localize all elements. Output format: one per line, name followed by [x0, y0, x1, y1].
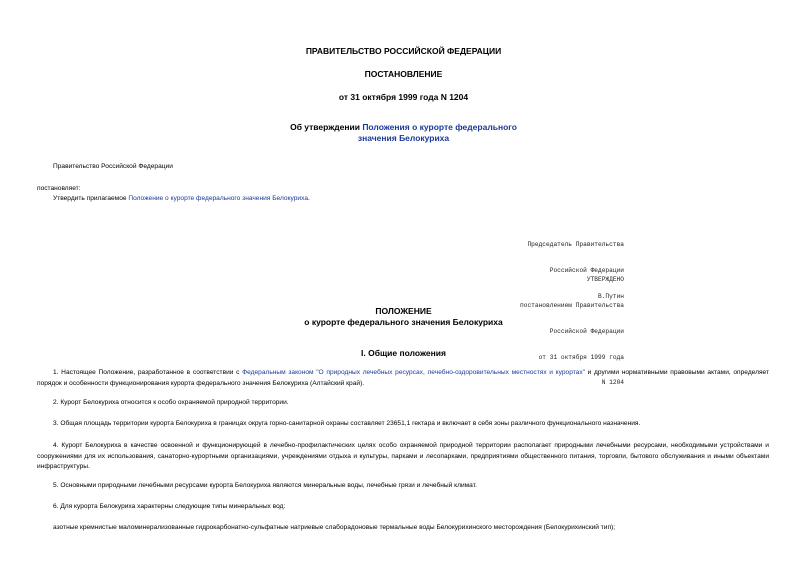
federal-law-link[interactable]: Федеральным законом "О природных лечебных ресурсах, лечебно-оздоровительных местностях и курортах": [242, 369, 585, 376]
p4-text: 4. Курорт Белокуриха в качестве освоенной и функционирующей в лечебно-профилактических целях особо охраняемой природной территории располагает природными лечебными ресурсами, необходимыми устройствами и сооружениями для их использования, санаторно-курортными организациями, учреждениями отдыха и культуры, парками и лесопарками, предприятиями общественного питания, торговли, бытового обслуживания и иными объектами инфраструктуры.: [37, 442, 769, 470]
paragraph-7: [37, 523, 769, 534]
approved-line-1: УТВЕРЖДЕНО: [586, 276, 624, 284]
document-title-line2: [0, 133, 807, 144]
approved-line-3: Российской Федерации: [549, 327, 624, 335]
decree-heading: ПОСТАНОВЛЕНИЕ: [364, 69, 443, 79]
section-heading: I. Общие положения: [361, 348, 446, 358]
government-header: ПРАВИТЕЛЬСТВО РОССИЙСКОЙ ФЕДЕРАЦИИ: [305, 46, 502, 56]
approve-suffix: .: [307, 195, 310, 202]
p2-text: 2. Курорт Белокуриха относится к особо охраняемой природной территории.: [53, 399, 289, 406]
approve-prefix: Утвердить прилагаемое: [53, 195, 129, 202]
approve-link-regulation[interactable]: Положение о курорте федерального значения Белокуриха: [128, 195, 308, 202]
p6-text: 6. Для курорта Белокуриха характерны следующие типы минеральных вод:: [53, 503, 286, 510]
paragraph-3: [37, 419, 769, 430]
paragraph-2: [37, 398, 769, 409]
p5-text: 5. Основными природными лечебными ресурсами курорта Белокуриха являются минеральные воды, лечебные грязи и лечебный климат.: [53, 482, 477, 489]
signature-line-1: Председатель Правительства: [527, 241, 624, 249]
title-link-regulation-cont[interactable]: значения Белокуриха: [357, 133, 450, 143]
signature-line-3: В.Путин: [598, 292, 624, 300]
document-title: [0, 122, 807, 133]
signature-line-2: Российской Федерации: [549, 266, 624, 274]
p1-suffix: и другими нормативными правовыми актами, определяет порядок и особенности функционирования курорта федерального значения Белокуриха (Алтайский край).: [37, 369, 769, 387]
title-prefix: Об утверждении: [290, 122, 363, 132]
regulation-title: ПОЛОЖЕНИЕ: [375, 306, 432, 316]
approved-line-4: от 31 октября 1999 года: [538, 353, 624, 361]
preamble-approve: [53, 193, 310, 204]
approved-line-2: постановлением Правительства: [520, 301, 624, 309]
title-link-regulation[interactable]: Положения о курорте федерального: [362, 122, 517, 132]
paragraph-1: [37, 368, 769, 389]
paragraph-5: [37, 481, 769, 492]
preamble-government: Правительство Российской Федерации: [53, 163, 173, 170]
p3-text: 3. Общая площадь территории курорта Белокуриха в границах округа горно-санитарной охраны составляет 23651,1 гектара и включает в себя зоны различного функционального назначения.: [53, 420, 641, 427]
preamble-decides: постановляет:: [37, 185, 81, 192]
p1-prefix: 1. Настоящее Положение, разработанное в соответствии с: [53, 369, 243, 376]
regulation-subtitle: о курорте федерального значения Белокуриха: [304, 317, 503, 327]
approved-line-5: N 1204: [601, 379, 624, 387]
p7-text: азотные кремнистые маломинерализованные гидрокарбонатно-сульфатные натриевые слаборадоновые термальные воды Белокурихинского месторождения (Белокурихинский тип);: [53, 524, 616, 531]
paragraph-4: [37, 441, 769, 473]
paragraph-6: [37, 502, 769, 513]
decree-date: от 31 октября 1999 года N 1204: [338, 92, 469, 102]
